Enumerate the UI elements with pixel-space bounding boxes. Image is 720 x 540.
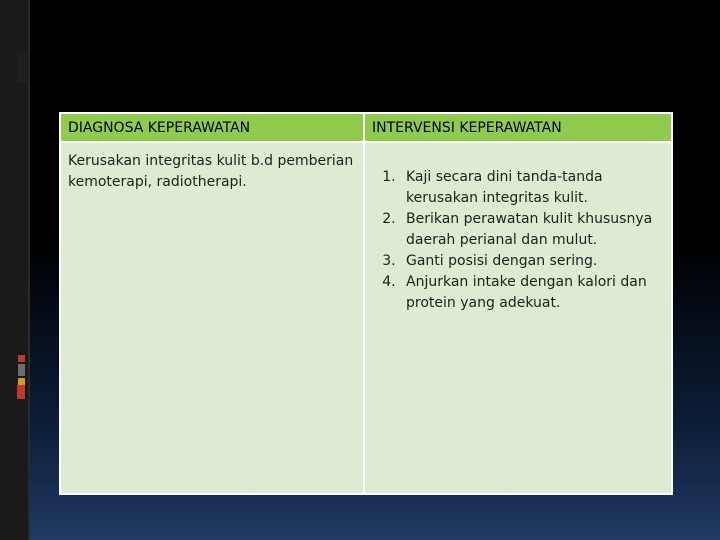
intervention-item-3: 3. Ganti posisi dengan sering. xyxy=(400,251,664,272)
nursing-care-table xyxy=(59,112,673,495)
table-header-row xyxy=(60,113,672,142)
diagnosis-cell: Kerusakan integritas kulit b.d pemberian kemoterapi, radiotherapi. xyxy=(60,142,364,494)
header-intervention: INTERVENSI KEPERAWATAN xyxy=(364,113,672,142)
header-diagnosis: DIAGNOSA KEPERAWATAN xyxy=(60,113,364,142)
corner-decoration xyxy=(17,52,29,82)
accent-bar-red xyxy=(18,355,25,362)
intervention-item-1: 1. Kaji secara dini tanda-tanda kerusakan integritas kulit. xyxy=(400,167,664,209)
intervention-list xyxy=(372,167,664,314)
accent-bar-red-lower xyxy=(17,385,25,399)
intervention-cell xyxy=(364,142,672,494)
intervention-item-4: 4. Anjurkan intake dengan kalori dan protein yang adekuat. xyxy=(400,272,664,314)
table-row xyxy=(60,142,672,494)
intervention-item-2: 2. Berikan perawatan kulit khususnya daerah perianal dan mulut. xyxy=(400,209,664,251)
accent-bar-gray xyxy=(18,364,25,376)
